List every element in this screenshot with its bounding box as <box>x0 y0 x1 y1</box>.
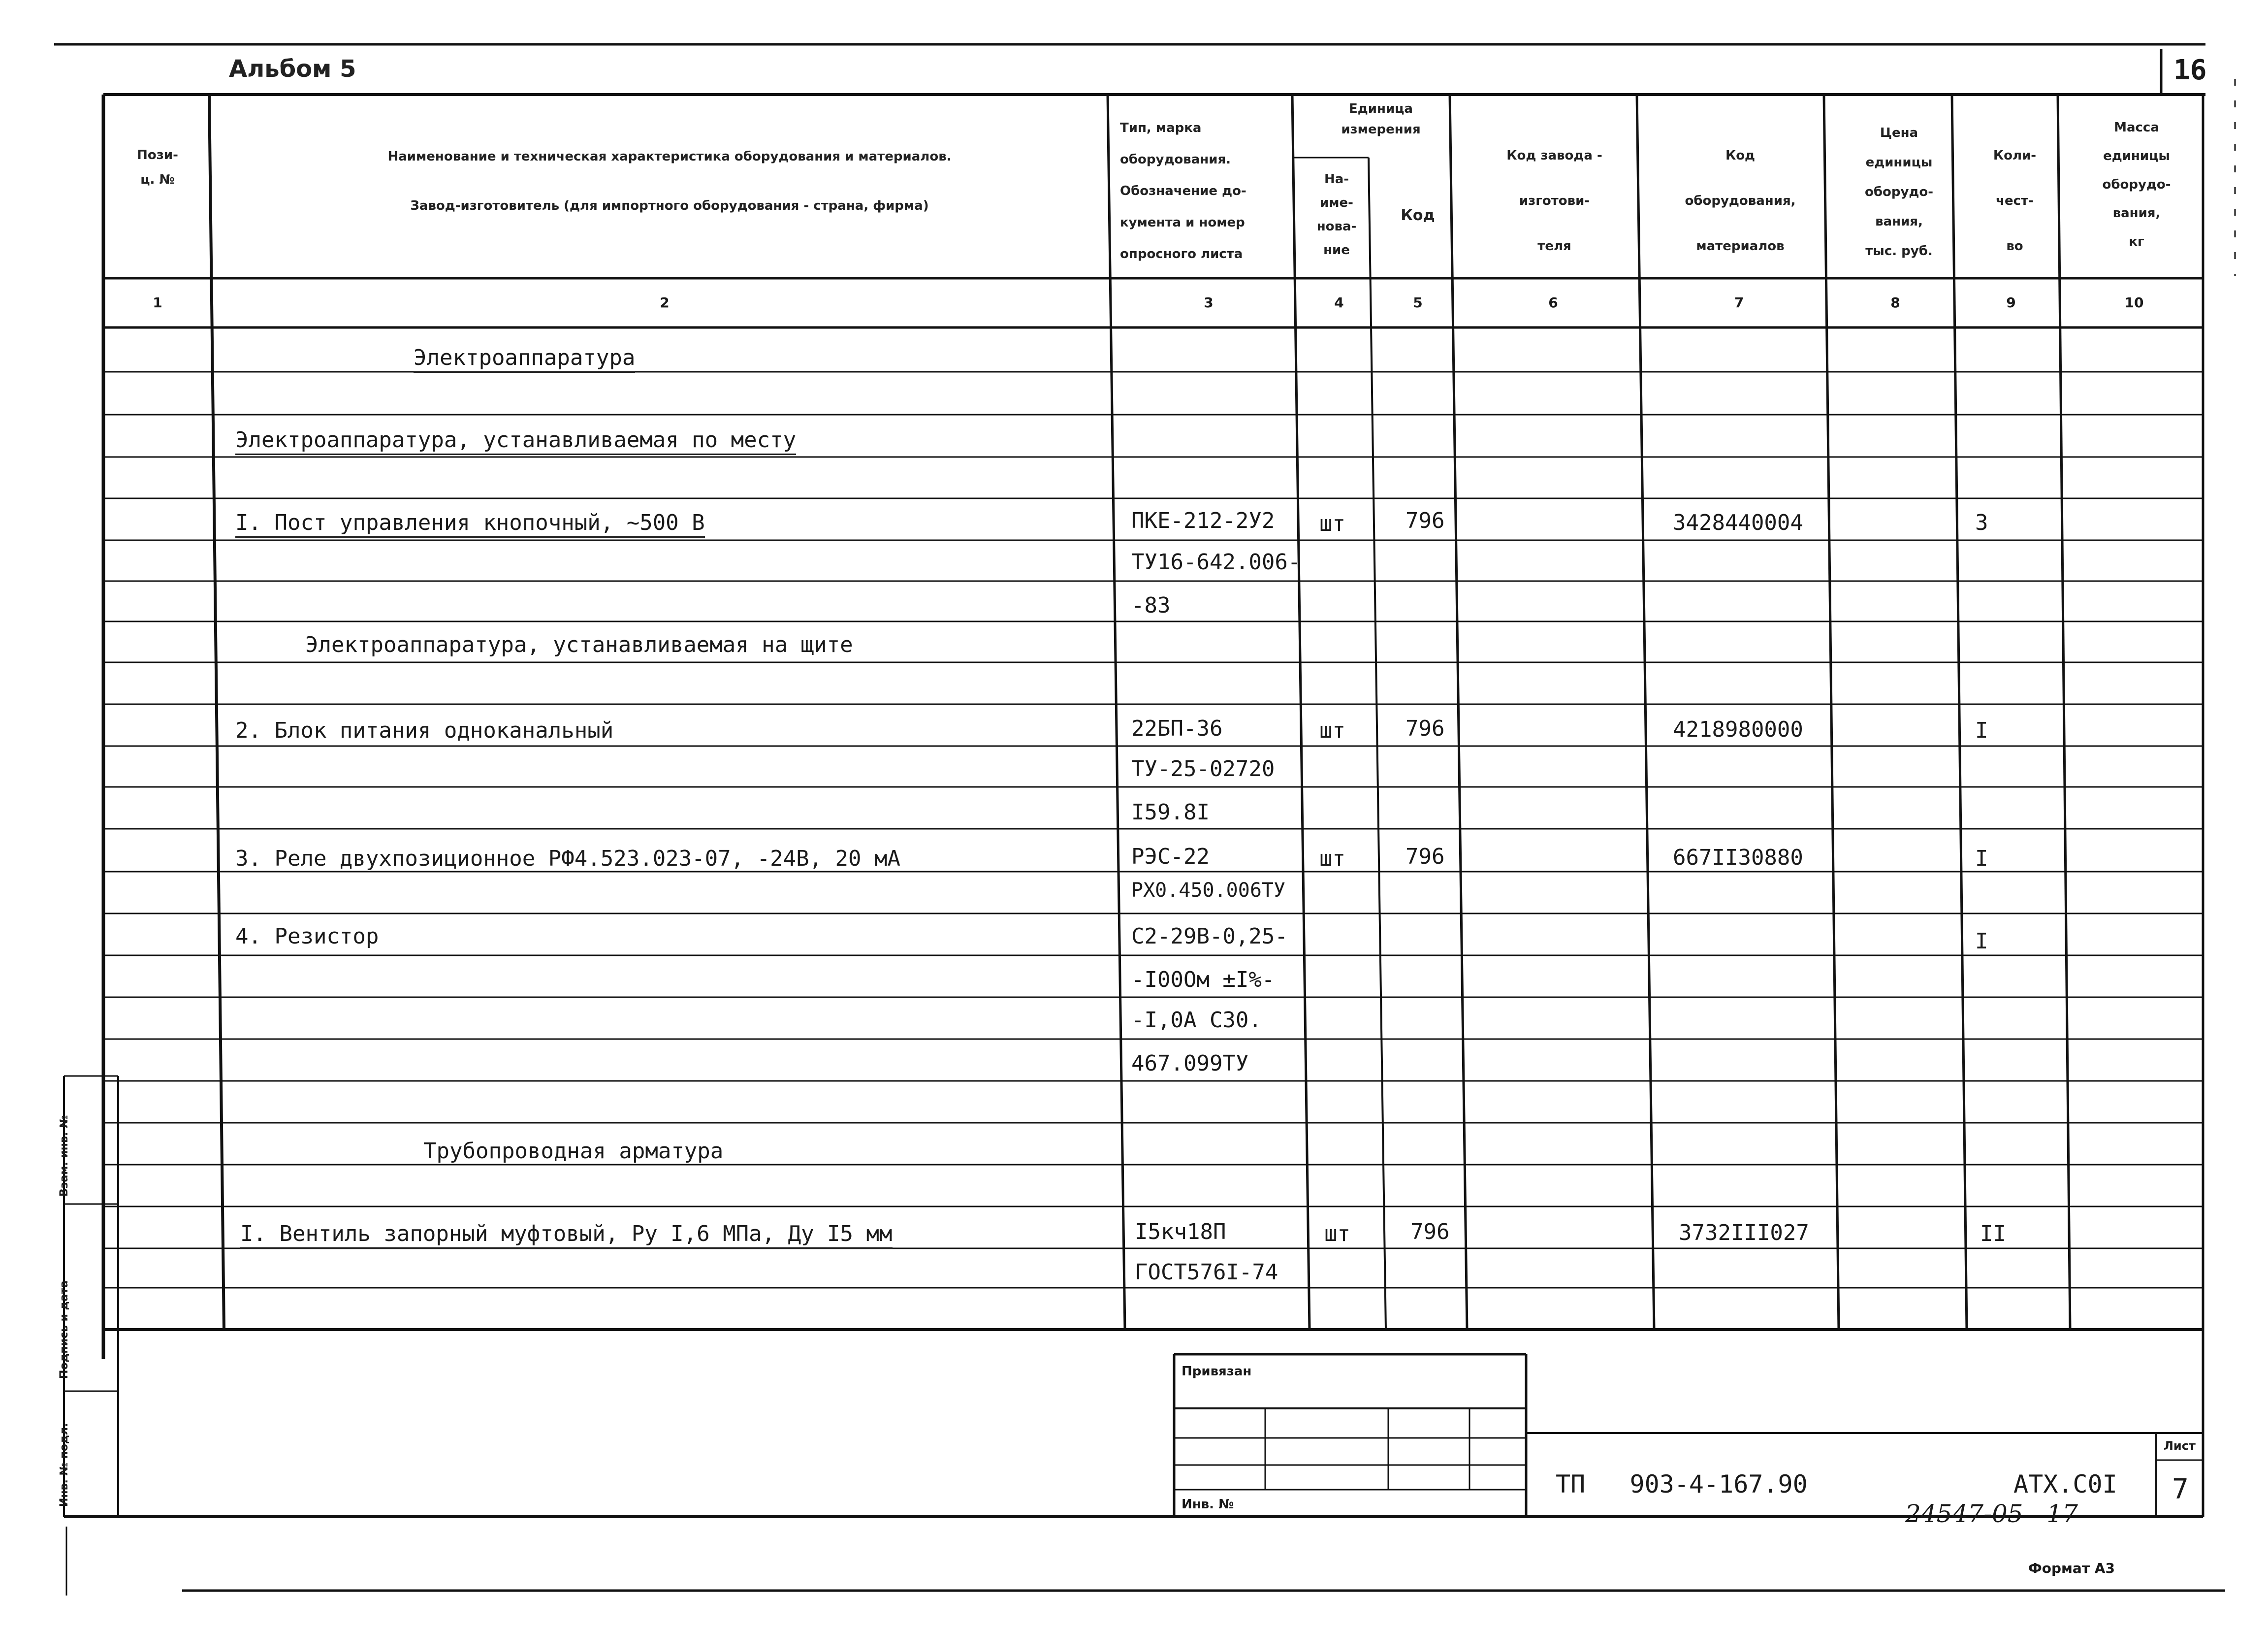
item-unit-code: 796 <box>1406 716 1445 741</box>
side-label-vzam: Взам. инв. № <box>58 1115 70 1197</box>
item-type: I59.8I <box>1131 800 1210 825</box>
item-type: ПКЕ-212-2У2 <box>1131 508 1275 533</box>
col-head-10-line: оборудо- <box>2102 177 2171 192</box>
col-head-7 <box>1652 133 1829 269</box>
item-code: 667II30880 <box>1673 845 1803 870</box>
col-head-1 <box>106 143 209 192</box>
section-heading: Электроаппаратура, устанавливаемая на щите <box>305 632 853 657</box>
col-head-4-line: ние <box>1323 243 1350 258</box>
col-head-4-line: На- <box>1324 172 1349 187</box>
item-name: 3. Реле двухпозиционное РФ4.523.023-07, -24В, 20 мА <box>235 846 901 871</box>
item-type: -I00Ом ±I%- <box>1131 967 1275 992</box>
col-head-8-line: тыс. руб. <box>1865 244 1933 259</box>
col-head-5: Код <box>1401 207 1435 224</box>
col-head-2-line: Завод-изготовитель (для импортного оборудования - страна, фирма) <box>410 198 929 213</box>
section-heading <box>414 347 635 369</box>
item-type: 22БП-36 <box>1131 716 1223 741</box>
col-head-6-line: изготови- <box>1519 194 1590 208</box>
page-number: 16 <box>2173 54 2207 86</box>
col-head-4 <box>1300 167 1374 262</box>
col-head-3-line: Обозначение до- <box>1120 184 1246 198</box>
col-head-10-line: Масса <box>2114 120 2159 135</box>
col-head-8 <box>1836 118 1962 266</box>
item-type: РЭС-22 <box>1131 844 1210 869</box>
col-num-3: 3 <box>1204 294 1214 311</box>
unit-group-head-line: Единица <box>1349 101 1413 116</box>
stamp-sheet-label: Лист <box>2164 1439 2196 1453</box>
col-head-10 <box>2068 113 2205 256</box>
item-name-text: I. Вентиль запорный муфтовый, Ру I,6 МПа, Ду I5 мм <box>240 1221 893 1249</box>
section-heading-text: Электроаппаратура, устанавливаемая по месту <box>235 427 796 455</box>
col-head-8-line: вания, <box>1875 214 1923 229</box>
side-label-inv: Инв. № подл. <box>58 1423 70 1507</box>
format-label: Формат А3 <box>2028 1560 2115 1576</box>
col-head-3 <box>1120 112 1297 270</box>
col-head-3-line: Тип, марка <box>1120 121 1202 135</box>
item-unit: шт <box>1319 511 1345 536</box>
col-head-10-line: вания, <box>2112 206 2161 221</box>
item-unit-code: 796 <box>1406 508 1445 533</box>
col-head-6 <box>1465 133 1644 269</box>
col-head-3-line: оборудования. <box>1120 152 1231 167</box>
item-type: РХ0.450.006ТУ <box>1131 879 1286 902</box>
side-label-sign: Подпись и дата <box>58 1280 70 1379</box>
col-num-1: 1 <box>153 294 162 311</box>
col-num-5: 5 <box>1413 294 1423 311</box>
col-head-7-line: Код <box>1725 148 1756 163</box>
item-unit-code: 796 <box>1406 844 1445 869</box>
item-name-text: I. Пост управления кнопочный, ~500 В <box>235 510 705 538</box>
stamp-mark: АТХ.С0I <box>2013 1470 2117 1499</box>
col-num-6: 6 <box>1548 294 1558 311</box>
section-heading: Трубопроводная арматура <box>423 1139 724 1164</box>
item-code: 4218980000 <box>1673 717 1803 742</box>
item-unit: шт <box>1324 1221 1350 1246</box>
col-head-9-line: чест- <box>1996 194 2034 208</box>
item-type: I5кч18П <box>1135 1219 1226 1244</box>
unit-group-head <box>1300 98 1462 140</box>
stamp-sheet-no: 7 <box>2172 1473 2189 1505</box>
col-head-1-line: ц. № <box>140 172 175 187</box>
col-num-8: 8 <box>1890 294 1900 311</box>
item-type: ТУ16-642.006- <box>1131 550 1301 575</box>
section-heading <box>235 429 796 451</box>
col-head-6-line: Код завода - <box>1506 148 1602 163</box>
col-head-3-line: кумента и номер <box>1120 215 1245 230</box>
item-unit-code: 796 <box>1410 1219 1450 1244</box>
col-head-8-line: оборудо- <box>1864 185 1934 199</box>
col-num-9: 9 <box>2006 294 2016 311</box>
item-qty: I <box>1975 718 1988 743</box>
col-head-3-line: опросного листа <box>1120 247 1243 261</box>
item-type: 467.099ТУ <box>1131 1051 1249 1076</box>
item-qty: I <box>1975 846 1988 871</box>
col-head-1-line: Пози- <box>137 148 178 163</box>
item-unit: шт <box>1319 846 1345 871</box>
col-head-9 <box>1964 133 2065 269</box>
item-code: 3428440004 <box>1673 510 1803 535</box>
col-num-4: 4 <box>1334 294 1344 311</box>
item-qty: II <box>1980 1221 2006 1246</box>
item-code: 3732III027 <box>1679 1220 1809 1245</box>
col-head-7-line: оборудования, <box>1685 194 1796 208</box>
col-head-8-line: Цена <box>1880 126 1918 140</box>
col-head-7-line: материалов <box>1696 239 1785 254</box>
item-name: 4. Резистор <box>235 924 379 949</box>
col-head-8-line: единицы <box>1865 155 1933 170</box>
col-head-2 <box>231 132 1108 230</box>
item-qty: I <box>1975 929 1988 954</box>
stamp-privyazan: Привязан <box>1182 1364 1252 1379</box>
col-head-10-line: кг <box>2129 234 2144 249</box>
stamp-doc-code: ТП 903-4-167.90 <box>1556 1470 1808 1499</box>
col-head-4-line: нова- <box>1316 219 1357 234</box>
item-name <box>240 1223 893 1245</box>
stamp-inv-no: Инв. № <box>1182 1497 1234 1512</box>
item-type: -83 <box>1131 593 1171 618</box>
col-num-10: 10 <box>2124 294 2144 311</box>
col-head-9-line: во <box>2006 239 2023 254</box>
col-head-2-line: Наименование и техническая характеристика оборудования и материалов. <box>387 149 952 164</box>
item-type: ГОСТ576I-74 <box>1135 1260 1278 1285</box>
col-head-10-line: единицы <box>2103 149 2170 163</box>
handwritten-number: 24547-05 17 <box>1905 1499 2078 1528</box>
item-unit: шт <box>1319 718 1345 743</box>
item-type: С2-29В-0,25- <box>1131 924 1288 949</box>
item-type: ТУ-25-02720 <box>1131 756 1275 782</box>
col-head-6-line: теля <box>1537 239 1571 254</box>
unit-group-head-line: измерения <box>1341 122 1421 137</box>
item-type: -I,0А СЗ0. <box>1131 1008 1262 1033</box>
item-qty: 3 <box>1975 510 1988 535</box>
item-name <box>235 512 705 534</box>
section-heading-text: Электроаппаратура <box>414 345 635 373</box>
album-label: Альбом 5 <box>229 55 356 83</box>
col-num-2: 2 <box>660 294 670 311</box>
item-name: 2. Блок питания одноканальный <box>235 718 614 743</box>
col-head-4-line: име- <box>1320 195 1353 210</box>
col-head-9-line: Коли- <box>1993 148 2037 163</box>
col-num-7: 7 <box>1734 294 1744 311</box>
